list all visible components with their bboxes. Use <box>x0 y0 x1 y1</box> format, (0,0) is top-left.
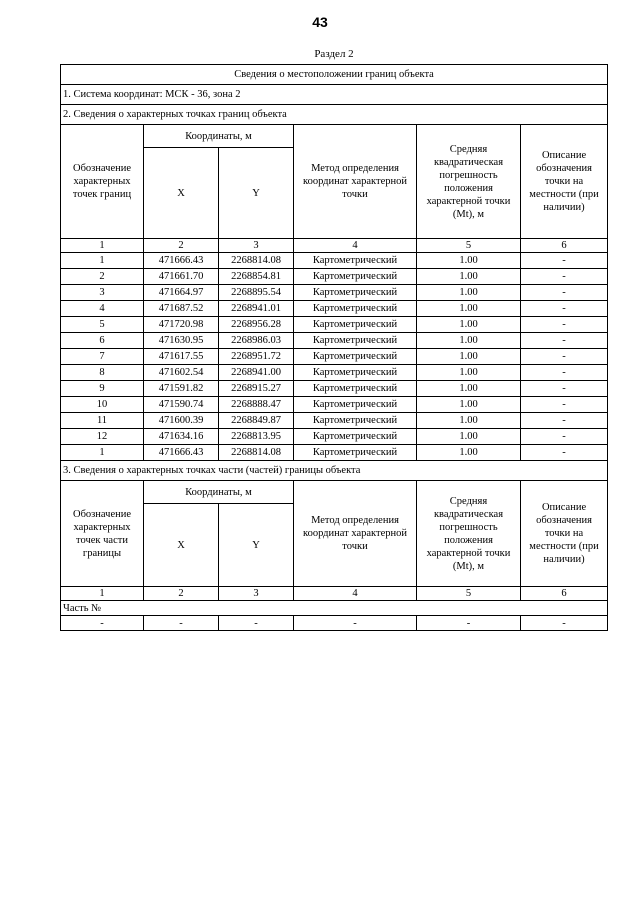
method-cell: Картометрический <box>294 397 417 413</box>
error-mt-cell: 1.00 <box>417 333 521 349</box>
table-row <box>61 333 608 349</box>
header3-y: Y <box>219 504 294 587</box>
coord-x-cell: 471630.95 <box>144 333 219 349</box>
coord-x-cell: 471617.55 <box>144 349 219 365</box>
point-number-cell: 2 <box>61 269 144 285</box>
point-number-cell: 4 <box>61 301 144 317</box>
method-cell: Картометрический <box>294 381 417 397</box>
description-cell: - <box>521 317 608 333</box>
header3-x: X <box>144 504 219 587</box>
error-mt-cell: 1.00 <box>417 429 521 445</box>
table-row <box>61 381 608 397</box>
boundaries-table <box>60 64 608 631</box>
coord-y-cell: 2268941.00 <box>219 365 294 381</box>
description-cell: - <box>521 429 608 445</box>
column-numbers-row-2 <box>61 587 608 601</box>
coord-x-cell: 471666.43 <box>144 445 219 461</box>
point-number-cell: 1 <box>61 253 144 269</box>
col-number: 3 <box>219 239 294 253</box>
method-cell: Картометрический <box>294 269 417 285</box>
table-row <box>61 365 608 381</box>
col-number: 1 <box>61 239 144 253</box>
method-cell: Картометрический <box>294 349 417 365</box>
part2-title: 2. Сведения о характерных точках границ объекта <box>61 105 608 125</box>
method-cell: Картометрический <box>294 253 417 269</box>
header3-method: Метод определения координат характерной точки <box>294 481 417 587</box>
description-cell: - <box>521 413 608 429</box>
coord-y-cell: 2268915.27 <box>219 381 294 397</box>
error-mt-cell: 1.00 <box>417 445 521 461</box>
dash-cell: - <box>144 616 219 631</box>
error-mt-cell: 1.00 <box>417 253 521 269</box>
column-numbers-row <box>61 239 608 253</box>
header-error: Средняя квадратическая погрешность положения характерной точки (Mt), м <box>417 125 521 239</box>
col-number: 4 <box>294 587 417 601</box>
empty-data-row <box>61 616 608 631</box>
point-number-cell: 12 <box>61 429 144 445</box>
table-row <box>61 301 608 317</box>
error-mt-cell: 1.00 <box>417 381 521 397</box>
method-cell: Картометрический <box>294 413 417 429</box>
point-number-cell: 8 <box>61 365 144 381</box>
coord-y-cell: 2268814.08 <box>219 253 294 269</box>
header-y: Y <box>219 148 294 239</box>
table-row <box>61 269 608 285</box>
coord-x-cell: 471634.16 <box>144 429 219 445</box>
method-cell: Картометрический <box>294 365 417 381</box>
coord-y-cell: 2268849.87 <box>219 413 294 429</box>
header3-coords: Координаты, м <box>144 481 294 504</box>
coord-y-cell: 2268941.01 <box>219 301 294 317</box>
point-number-cell: 6 <box>61 333 144 349</box>
coord-y-cell: 2268951.72 <box>219 349 294 365</box>
coord-x-cell: 471720.98 <box>144 317 219 333</box>
col-number: 5 <box>417 239 521 253</box>
error-mt-cell: 1.00 <box>417 397 521 413</box>
table-row <box>61 317 608 333</box>
coord-y-cell: 2268895.54 <box>219 285 294 301</box>
table-row <box>61 429 608 445</box>
description-cell: - <box>521 269 608 285</box>
dash-cell: - <box>417 616 521 631</box>
method-cell: Картометрический <box>294 333 417 349</box>
coord-y-cell: 2268813.95 <box>219 429 294 445</box>
header-x: X <box>144 148 219 239</box>
description-cell: - <box>521 253 608 269</box>
table-title: Сведения о местоположении границ объекта <box>61 65 608 85</box>
description-cell: - <box>521 381 608 397</box>
dash-cell: - <box>61 616 144 631</box>
coord-y-cell: 2268986.03 <box>219 333 294 349</box>
error-mt-cell: 1.00 <box>417 365 521 381</box>
point-number-cell: 1 <box>61 445 144 461</box>
description-cell: - <box>521 285 608 301</box>
description-cell: - <box>521 333 608 349</box>
page-number: 43 <box>312 14 328 30</box>
header3-description: Описание обозначения точки на местности (при наличии) <box>521 481 608 587</box>
coord-x-cell: 471590.74 <box>144 397 219 413</box>
coord-y-cell: 2268814.08 <box>219 445 294 461</box>
table-row <box>61 253 608 269</box>
header-designation: Обозначение характерных точек границ <box>61 125 144 239</box>
description-cell: - <box>521 301 608 317</box>
col-number: 1 <box>61 587 144 601</box>
method-cell: Картометрический <box>294 317 417 333</box>
error-mt-cell: 1.00 <box>417 317 521 333</box>
header-method: Метод определения координат характерной точки <box>294 125 417 239</box>
coord-x-cell: 471664.97 <box>144 285 219 301</box>
point-number-cell: 10 <box>61 397 144 413</box>
table-row <box>61 413 608 429</box>
error-mt-cell: 1.00 <box>417 349 521 365</box>
section-title: Раздел 2 <box>314 48 354 60</box>
error-mt-cell: 1.00 <box>417 285 521 301</box>
coord-x-cell: 471666.43 <box>144 253 219 269</box>
method-cell: Картометрический <box>294 285 417 301</box>
header3-error: Средняя квадратическая погрешность положения характерной точки (Mt), м <box>417 481 521 587</box>
col-number: 6 <box>521 587 608 601</box>
point-number-cell: 5 <box>61 317 144 333</box>
table-row <box>61 349 608 365</box>
part-number-label: Часть № <box>61 601 608 616</box>
col-number: 2 <box>144 239 219 253</box>
description-cell: - <box>521 365 608 381</box>
dash-cell: - <box>294 616 417 631</box>
coord-x-cell: 471687.52 <box>144 301 219 317</box>
dash-cell: - <box>219 616 294 631</box>
table-row <box>61 445 608 461</box>
coord-x-cell: 471602.54 <box>144 365 219 381</box>
description-cell: - <box>521 349 608 365</box>
col-number: 6 <box>521 239 608 253</box>
point-number-cell: 11 <box>61 413 144 429</box>
table-row <box>61 397 608 413</box>
coord-x-cell: 471661.70 <box>144 269 219 285</box>
dash-cell: - <box>521 616 608 631</box>
description-cell: - <box>521 397 608 413</box>
error-mt-cell: 1.00 <box>417 269 521 285</box>
coord-x-cell: 471600.39 <box>144 413 219 429</box>
col-number: 5 <box>417 587 521 601</box>
error-mt-cell: 1.00 <box>417 413 521 429</box>
col-number: 2 <box>144 587 219 601</box>
point-number-cell: 7 <box>61 349 144 365</box>
part3-title: 3. Сведения о характерных точках части (частей) границы объекта <box>61 461 608 481</box>
col-number: 4 <box>294 239 417 253</box>
coord-y-cell: 2268956.28 <box>219 317 294 333</box>
method-cell: Картометрический <box>294 301 417 317</box>
table-row <box>61 285 608 301</box>
coord-y-cell: 2268888.47 <box>219 397 294 413</box>
coord-x-cell: 471591.82 <box>144 381 219 397</box>
error-mt-cell: 1.00 <box>417 301 521 317</box>
description-cell: - <box>521 445 608 461</box>
header-description: Описание обозначения точки на местности (при наличии) <box>521 125 608 239</box>
coord-system-row: 1. Система координат: МСК - 36, зона 2 <box>61 85 608 105</box>
col-number: 3 <box>219 587 294 601</box>
point-number-cell: 3 <box>61 285 144 301</box>
header3-designation: Обозначение характерных точек части границы <box>61 481 144 587</box>
method-cell: Картометрический <box>294 429 417 445</box>
coord-y-cell: 2268854.81 <box>219 269 294 285</box>
method-cell: Картометрический <box>294 445 417 461</box>
point-number-cell: 9 <box>61 381 144 397</box>
header-coords: Координаты, м <box>144 125 294 148</box>
